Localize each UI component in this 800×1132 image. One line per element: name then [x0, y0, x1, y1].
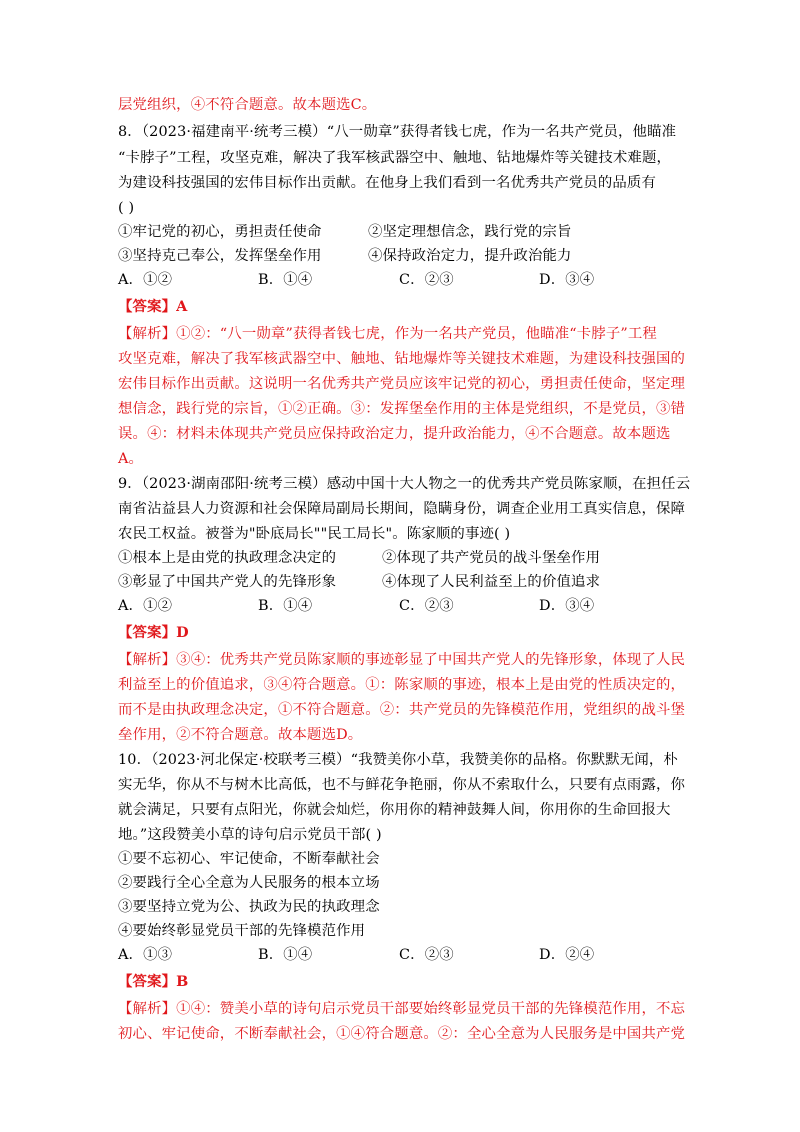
statement-2: ②坚定理想信念，践行党的宗旨 — [368, 224, 572, 240]
choice-a: A．①② — [118, 598, 173, 614]
choice-b: B．①④ — [258, 947, 313, 963]
question-8-analysis: A。 — [118, 451, 144, 467]
question-8-stem: 8．（2023·福建南平·统考三模）“八一勋章”获得者钱七虎，作为一名共产党员，他瞄准 — [118, 124, 677, 140]
prev-analysis-tail: 层党组织，④不符合题意。故本题选C。 — [118, 97, 377, 113]
statement-3: ③坚持克己奉公，发挥堡垒作用 — [118, 248, 322, 264]
choice-d: D．③④ — [539, 272, 595, 288]
question-10-stem: 10．（2023·河北保定·校联考三模）“我赞美你小草，我赞美你的品格。你默默无闻，朴 — [118, 752, 678, 768]
question-10-answer: 【答案】B — [118, 973, 189, 990]
question-8-analysis: 误。④：材料未体现共产党员应保持政治定力，提升政治能力，④不合题意。故本题选 — [118, 426, 671, 442]
question-10-statement-1: ①要不忘初心、牢记使命，不断奉献社会 — [118, 851, 380, 867]
question-9-stem: 农民工权益。被誉为"卧底局长""民工局长"。陈家顺的事迹( ) — [118, 526, 511, 542]
question-8-stem: 为建设科技强国的宏伟目标作出贡献。在他身上我们看到一名优秀共产党员的品质有 — [118, 175, 657, 191]
statement-1: ①根本上是由党的执政理念决定的 — [118, 550, 337, 566]
statement-4: ④体现了人民利益至上的价值追求 — [382, 574, 601, 590]
question-9-analysis: 而不是由执政理念决定，①不符合题意。②：共产党员的先锋模范作用，党组织的战斗堡 — [118, 702, 686, 718]
choice-c: C．②③ — [399, 598, 454, 614]
statement-1: ①牢记党的初心，勇担责任使命 — [118, 224, 322, 240]
choice-b: B．①④ — [258, 272, 313, 288]
choice-a: A．①② — [118, 272, 173, 288]
question-10-statement-2: ②要践行全心全意为人民服务的根本立场 — [118, 875, 380, 891]
question-9-stem: 南省沾益县人力资源和社会保障局副局长期间，隐瞒身份，调查企业用工真实信息，保障 — [118, 501, 686, 517]
statement-3: ③彰显了中国共产党人的先锋形象 — [118, 574, 337, 590]
question-8-analysis: 想信念，践行党的宗旨，①②正确。③：发挥堡垒作用的主体是党组织，不是党员，③错 — [118, 401, 686, 417]
choice-a: A．①③ — [118, 947, 173, 963]
question-8-analysis: 【解析】①②：“八一勋章”获得者钱七虎，作为一名共产党员，他瞄准“卡脖子”工程 — [118, 326, 657, 342]
choice-d: D．②④ — [539, 947, 595, 963]
question-10-statement-4: ④要始终彰显党员干部的先锋模范作用 — [118, 923, 366, 939]
question-8-analysis: 攻坚克难，解决了我军核武器空中、触地、钻地爆炸等关键技术难题，为建设科技强国的 — [118, 351, 686, 367]
question-10-stem: 地。”这段赞美小草的诗句启示党员干部( ) — [118, 827, 382, 843]
question-8-analysis: 宏伟目标作出贡献。这说明一名优秀共产党员应该牢记党的初心，勇担责任使命，坚定理 — [118, 376, 686, 392]
question-10-analysis: 初心、牢记使命，不断奉献社会，①④符合题意。②：全心全意为人民服务是中国共产党 — [118, 1026, 686, 1042]
question-10-analysis: 【解析】①④：赞美小草的诗句启示党员干部要始终彰显党员干部的先锋模范作用，不忘 — [118, 1001, 686, 1017]
question-8-blank: ( ) — [118, 200, 135, 216]
choice-c: C．②③ — [399, 947, 454, 963]
choice-b: B．①④ — [258, 598, 313, 614]
question-8-answer: 【答案】A — [118, 298, 188, 315]
choice-c: C．②③ — [399, 272, 454, 288]
question-10-stem: 实无华，你从不与树木比高低，也不与鲜花争艳丽，你从不索取什么，只要有点雨露，你 — [118, 777, 686, 793]
question-8-stem: “卡脖子”工程，攻坚克难，解决了我军核武器空中、触地、钻地爆炸等关键技术难题， — [118, 150, 672, 166]
question-9-analysis: 垒作用，②不符合题意。故本题选D。 — [118, 727, 363, 743]
question-9-analysis: 利益至上的价值追求，③④符合题意。①：陈家顺的事迹，根本上是由党的性质决定的， — [118, 677, 686, 693]
question-10-statement-3: ③要坚持立党为公、执政为民的执政理念 — [118, 899, 380, 915]
statement-2: ②体现了共产党员的战斗堡垒作用 — [382, 550, 601, 566]
question-10-stem: 就会满足，只要有点阳光，你就会灿烂，你用你的精神鼓舞人间，你用你的生命回报大 — [118, 802, 671, 818]
choice-d: D．③④ — [539, 598, 595, 614]
question-9-answer: 【答案】D — [118, 624, 189, 641]
question-9-analysis: 【解析】③④：优秀共产党员陈家顺的事迹彰显了中国共产党人的先锋形象，体现了人民 — [118, 652, 686, 668]
statement-4: ④保持政治定力，提升政治能力 — [368, 248, 572, 264]
question-9-stem: 9．（2023·湖南邵阳·统考三模）感动中国十大人物之一的优秀共产党员陈家顺，在担任云 — [118, 476, 691, 492]
